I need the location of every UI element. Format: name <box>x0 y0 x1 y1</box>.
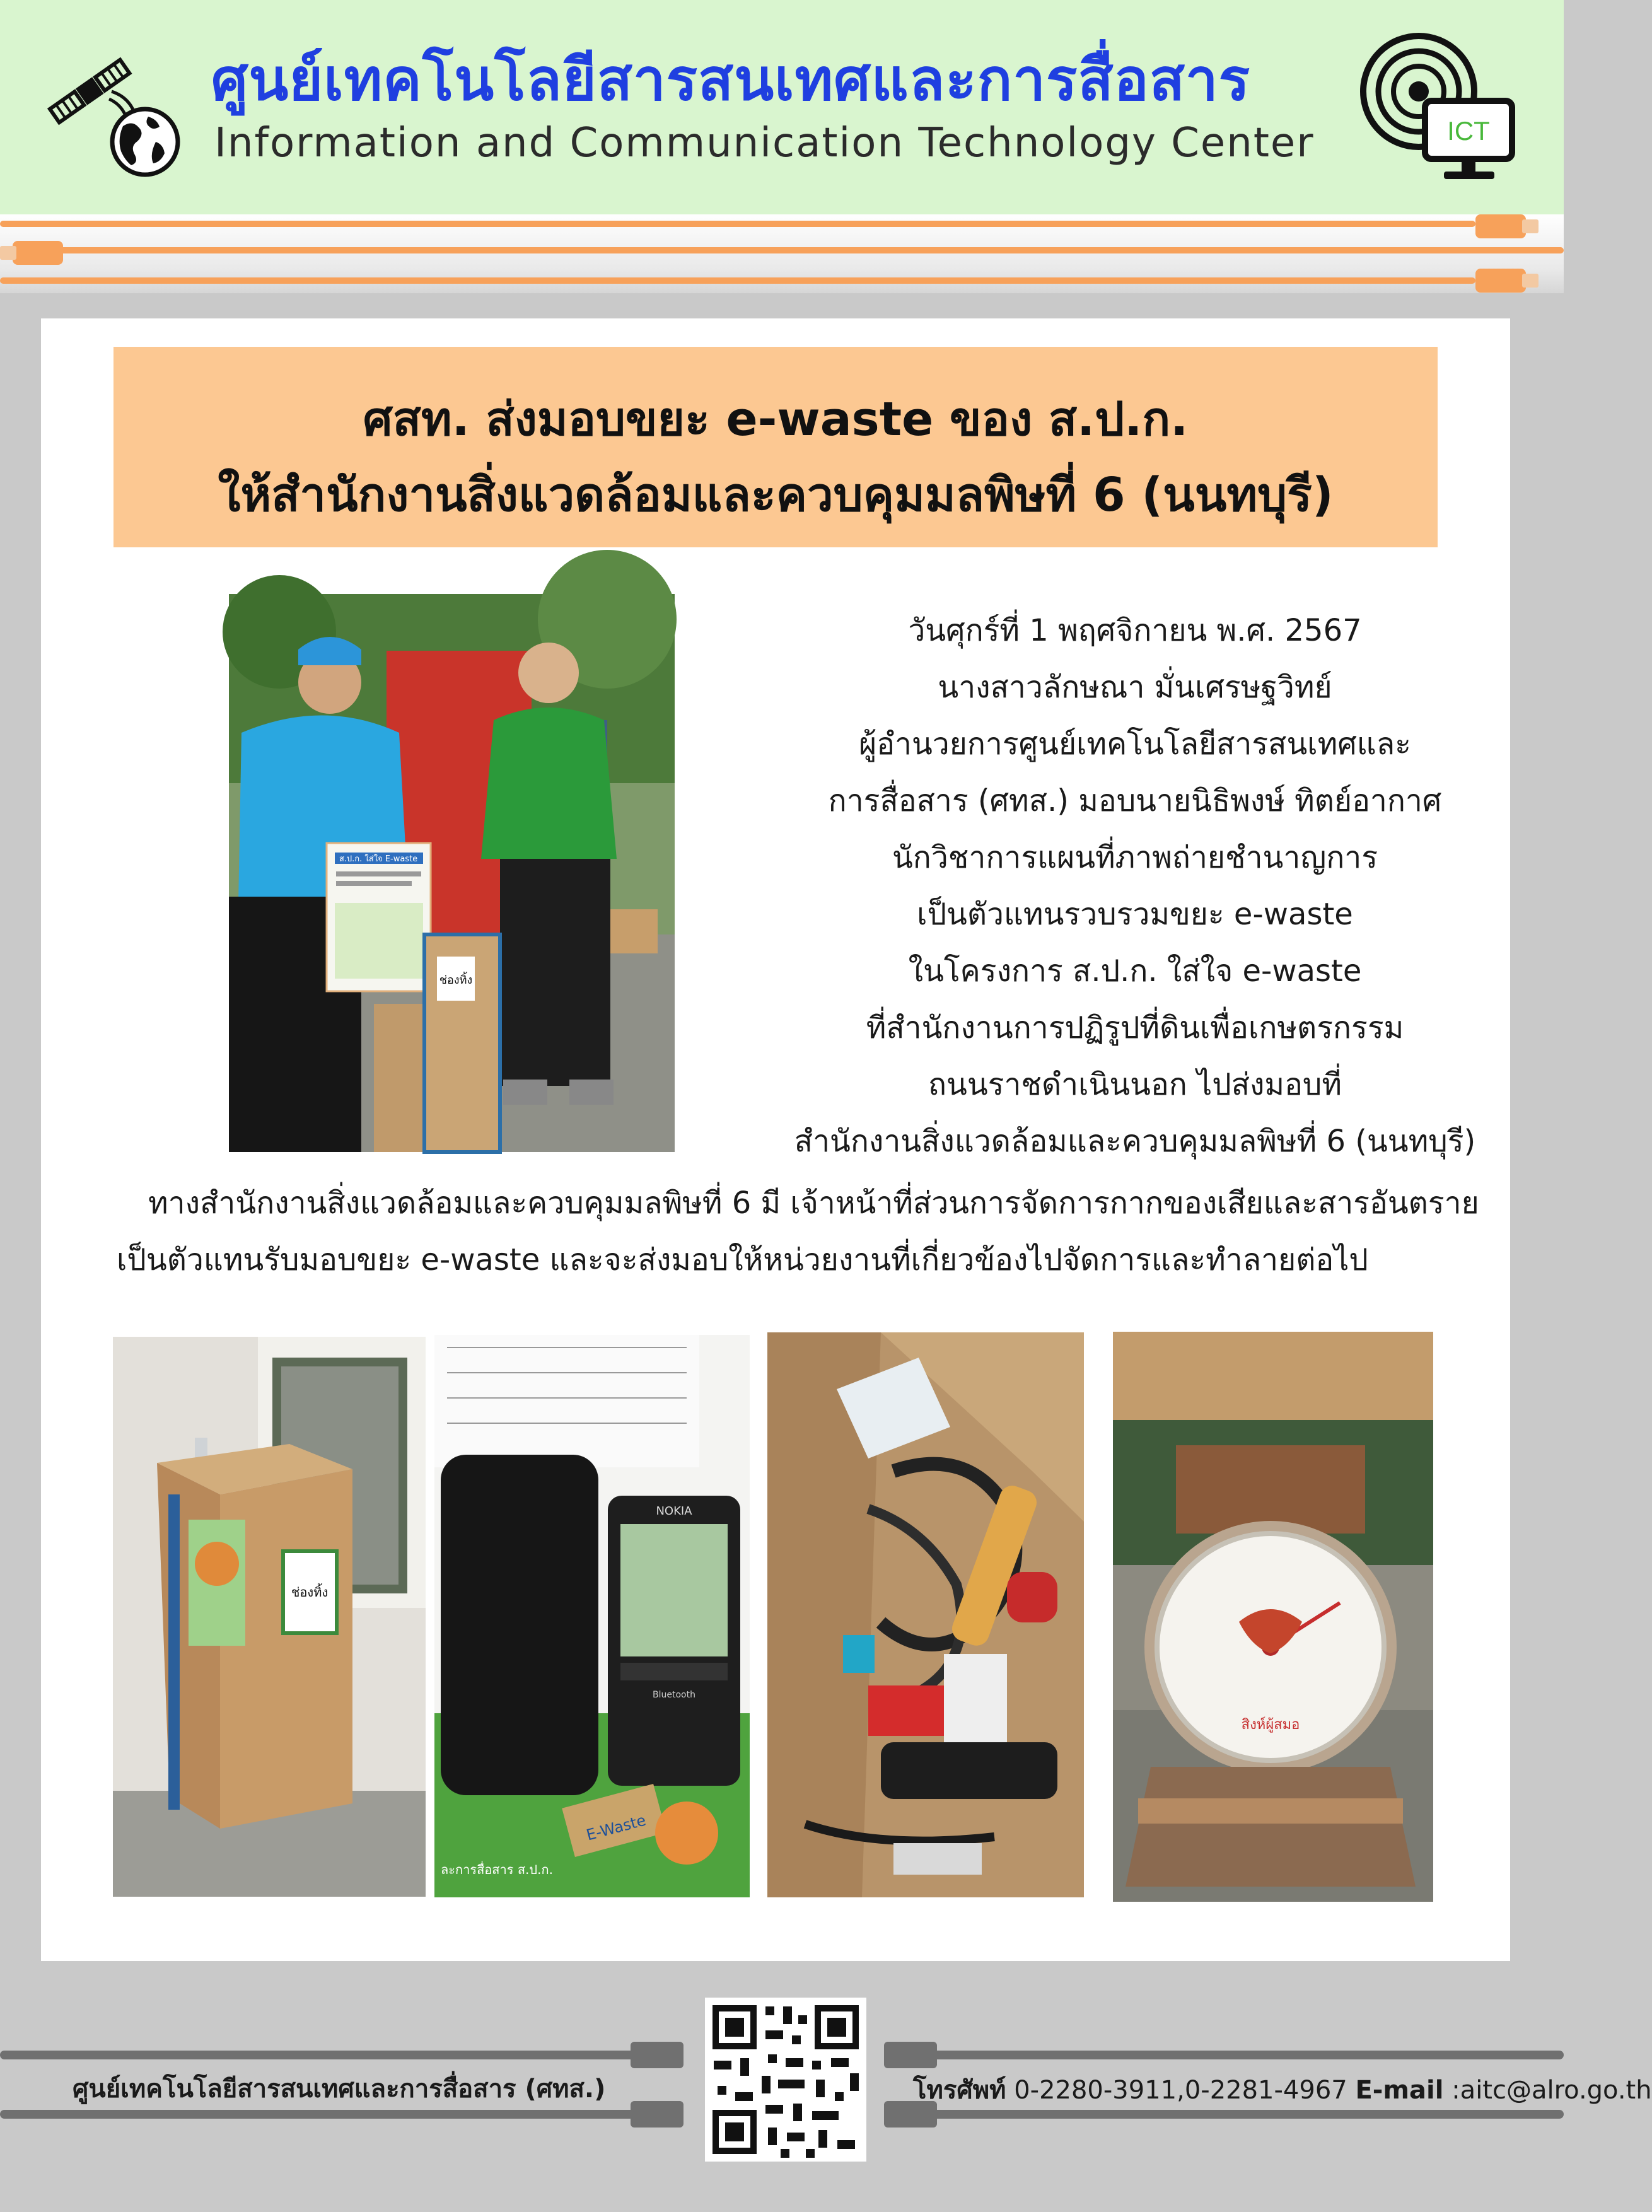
body-line: เป็นตัวแทนรวบรวมขยะ e-waste <box>917 897 1353 932</box>
cable-divider <box>0 214 1564 293</box>
body-line: นางสาวลักษณา มั่นเศรษฐวิทย์ <box>938 670 1332 705</box>
header-title-english: Information and Communication Technology Center <box>214 120 1315 166</box>
scale-brand: สิงห์ผู้สมอ <box>1241 1717 1300 1733</box>
phone-footer-text: ละการสื่อสาร ส.ป.ก. <box>441 1862 553 1877</box>
article-card <box>41 318 1510 1961</box>
article-body <box>782 602 1488 1170</box>
body-line: วันศุกร์ที่ 1 พฤศจิกายน พ.ศ. 2567 <box>908 613 1362 648</box>
footer-cable <box>908 2110 1564 2119</box>
phone-value: 0-2280-3911,0-2281-4967 <box>1014 2076 1347 2105</box>
email-value[interactable]: :aitc@alro.go.th <box>1451 2076 1652 2105</box>
handover-photo <box>229 594 675 1152</box>
footer-cable <box>0 2110 649 2119</box>
headline-line-2: ให้สำนักงานสิ่งแวดล้อมและควบคุมมลพิษที่ 6 (นนทบุรี) <box>218 468 1334 522</box>
satellite-globe-icon <box>35 41 186 183</box>
body-line: ถนนราชดำเนินนอก ไปส่งมอบที่ <box>928 1067 1342 1102</box>
header-title-thai: ศูนย์เทคโนโลยีสารสนเทศและการสื่อสาร <box>211 46 1251 114</box>
body-line: ผู้อำนวยการศูนย์เทคโนโลยีสารสนเทศและ <box>859 726 1411 762</box>
body-line: สำนักงานสิ่งแวดล้อมและควบคุมมลพิษที่ 6 (นนทบุรี) <box>794 1124 1476 1159</box>
gallery-photo-scale <box>1113 1332 1433 1902</box>
gallery-box-label: ช่องทิ้ง <box>291 1585 329 1600</box>
ict-logo-text: ICT <box>1447 116 1490 146</box>
qr-code-icon[interactable] <box>705 1998 866 2162</box>
gallery-photo-ewaste-box <box>113 1337 426 1897</box>
footer-plug <box>631 2042 683 2068</box>
footer-plug <box>631 2101 683 2128</box>
headline-banner <box>113 347 1438 547</box>
ict-monitor-icon <box>1356 32 1520 189</box>
footer-contact <box>913 2069 1652 2110</box>
phone-caption: Bluetooth <box>653 1690 695 1700</box>
sticker-label: E-Waste <box>584 1811 648 1844</box>
body-line: นักวิชาการแผนที่ภาพถ่ายชำนาญการ <box>892 840 1378 875</box>
box-label: ช่องทิ้ง <box>439 974 473 987</box>
headline-line-1: ศสท. ส่งมอบขยะ e-waste ของ ส.ป.ก. <box>363 392 1189 446</box>
body-line: การสื่อสาร (ศทส.) มอบนายนิธิพงษ์ ทิตย์อากาศ <box>828 783 1442 818</box>
poster-title: ส.ป.ก. ใส่ใจ E-waste <box>339 854 418 864</box>
email-label: E-mail <box>1355 2076 1444 2105</box>
paragraph-line-1: ทางสำนักงานสิ่งแวดล้อมและควบคุมมลพิษที่ 6 มี เจ้าหน้าที่ส่วนการจัดการกากของเสียและสารอันตราย <box>148 1185 1479 1221</box>
footer-cable <box>908 2051 1564 2059</box>
body-line: ที่สำนักงานการปฏิรูปที่ดินเพื่อเกษตรกรรม <box>866 1010 1404 1045</box>
gallery-photo-cables <box>767 1332 1084 1897</box>
page-header <box>0 0 1564 214</box>
gallery-photo-devices <box>434 1335 750 1897</box>
phone-label: โทรศัพท์ <box>913 2076 1006 2105</box>
body-line: ในโครงการ ส.ป.ก. ใส่ใจ e-waste <box>908 953 1362 989</box>
footer-organization: ศูนย์เทคโนโลยีสารสนเทศและการสื่อสาร (ศทส.) <box>73 2075 606 2104</box>
phone-brand: NOKIA <box>656 1505 692 1518</box>
footer-plug <box>884 2042 937 2068</box>
paragraph-line-2: เป็นตัวแทนรับมอบขยะ e-waste และจะส่งมอบให้หน่วยงานที่เกี่ยวข้องไปจัดการและทำลายต่อไป <box>117 1242 1368 1278</box>
footer-cable <box>0 2051 649 2059</box>
